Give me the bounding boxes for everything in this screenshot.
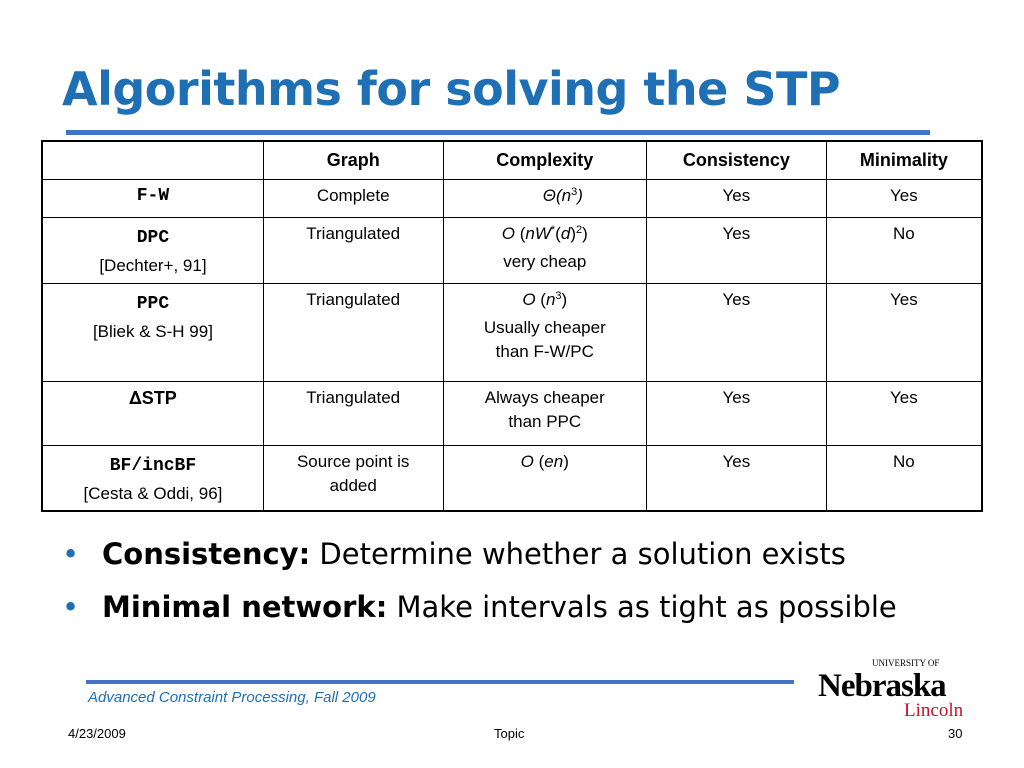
row-ppc-name bbox=[42, 283, 263, 381]
row-dstp-name bbox=[42, 381, 263, 445]
algorithm-reference: [Bliek & S-H 99] bbox=[92, 321, 213, 341]
algorithm-reference: [Dechter+, 91] bbox=[99, 255, 207, 275]
logo-lincoln: Lincoln bbox=[904, 700, 964, 720]
row-bf-consistency: Yes bbox=[647, 445, 827, 511]
algorithm-name: BF/incBF bbox=[109, 455, 197, 476]
slide-number: 30 bbox=[948, 726, 963, 741]
row-bf-minimality: No bbox=[826, 445, 982, 511]
bullet-term: Minimal network: bbox=[102, 590, 388, 624]
slide-title: Algorithms for solving the STP bbox=[62, 62, 841, 116]
algorithm-name: PPC bbox=[136, 293, 170, 314]
algorithm-name: ∆STP bbox=[129, 387, 177, 409]
bullet-list bbox=[60, 532, 897, 638]
logo-nebraska: Nebraska bbox=[818, 668, 946, 704]
complexity-formula: O (en) bbox=[520, 451, 569, 471]
complexity-formula: O $(n^3)$ bbox=[522, 289, 568, 309]
logo-university-of: UNIVERSITY OF bbox=[872, 658, 940, 668]
complexity-note-line1: Usually cheaper bbox=[483, 317, 606, 337]
table-row bbox=[42, 381, 982, 445]
algorithm-name: F-W bbox=[136, 185, 170, 206]
row-ppc-minimality: Yes bbox=[826, 283, 982, 381]
complexity-formula: O $(nW^*(d)^2)$ bbox=[501, 223, 588, 243]
table-row bbox=[42, 217, 982, 283]
complexity-exponent: 3 bbox=[571, 185, 578, 198]
theta-symbol: Θ bbox=[542, 185, 556, 205]
header-complexity: Complexity bbox=[443, 141, 647, 179]
row-dpc-complexity bbox=[443, 217, 647, 283]
complexity-close: ) bbox=[577, 185, 583, 205]
complexity-note-line2: than F-W/PC bbox=[495, 341, 594, 361]
bullet-item bbox=[60, 532, 897, 585]
header-graph: Graph bbox=[263, 141, 443, 179]
slide-date: 4/23/2009 bbox=[68, 726, 126, 741]
delta-symbol: ∆ bbox=[129, 387, 142, 409]
row-fw-minimality: Yes bbox=[826, 179, 982, 217]
graph-line2: added bbox=[329, 475, 377, 495]
bullet-item bbox=[60, 585, 897, 638]
row-dpc-graph: Triangulated bbox=[263, 217, 443, 283]
header-consistency: Consistency bbox=[647, 141, 827, 179]
university-logo bbox=[816, 656, 966, 720]
row-dstp-minimality: Yes bbox=[826, 381, 982, 445]
row-ppc-complexity bbox=[443, 283, 647, 381]
table-header-row bbox=[42, 141, 982, 179]
bullet-text: Make intervals as tight as possible bbox=[387, 590, 897, 624]
footer-rule bbox=[86, 680, 794, 684]
row-bf-name bbox=[42, 445, 263, 511]
row-dstp-consistency: Yes bbox=[647, 381, 827, 445]
graph-line1: Source point is bbox=[296, 451, 410, 471]
header-cell-empty bbox=[42, 141, 263, 179]
header-minimality: Minimality bbox=[826, 141, 982, 179]
complexity-n: (n bbox=[555, 185, 572, 205]
course-name: Advanced Constraint Processing, Fall 2009 bbox=[88, 689, 376, 706]
bullet-text: Determine whether a solution exists bbox=[310, 537, 846, 571]
algorithm-reference: [Cesta & Oddi, 96] bbox=[83, 483, 223, 503]
row-ppc-graph: Triangulated bbox=[263, 283, 443, 381]
row-dpc-consistency: Yes bbox=[647, 217, 827, 283]
row-ppc-consistency: Yes bbox=[647, 283, 827, 381]
row-dpc-minimality: No bbox=[826, 217, 982, 283]
bullet-dot-icon: • bbox=[62, 537, 80, 571]
bullet-term: Consistency: bbox=[102, 537, 311, 571]
table-row bbox=[42, 283, 982, 381]
complexity-note: very cheap bbox=[503, 251, 587, 271]
complexity-note-line1: Always cheaper bbox=[484, 387, 605, 407]
algorithm-name: DPC bbox=[136, 227, 170, 248]
row-dstp-graph: Triangulated bbox=[263, 381, 443, 445]
bullet-dot-icon: • bbox=[62, 590, 80, 624]
row-fw-complexity bbox=[443, 179, 647, 217]
row-dstp-complexity bbox=[443, 381, 647, 445]
table-row bbox=[42, 179, 982, 217]
algorithms-table bbox=[41, 140, 983, 512]
slide-topic: Topic bbox=[494, 726, 525, 741]
row-bf-complexity bbox=[443, 445, 647, 511]
row-bf-graph bbox=[263, 445, 443, 511]
row-fw-consistency: Yes bbox=[647, 179, 827, 217]
row-fw-graph: Complete bbox=[263, 179, 443, 217]
complexity-note-line2: than PPC bbox=[508, 411, 582, 431]
table-row bbox=[42, 445, 982, 511]
row-fw-name bbox=[42, 179, 263, 217]
row-dpc-name bbox=[42, 217, 263, 283]
title-underline bbox=[66, 130, 930, 135]
